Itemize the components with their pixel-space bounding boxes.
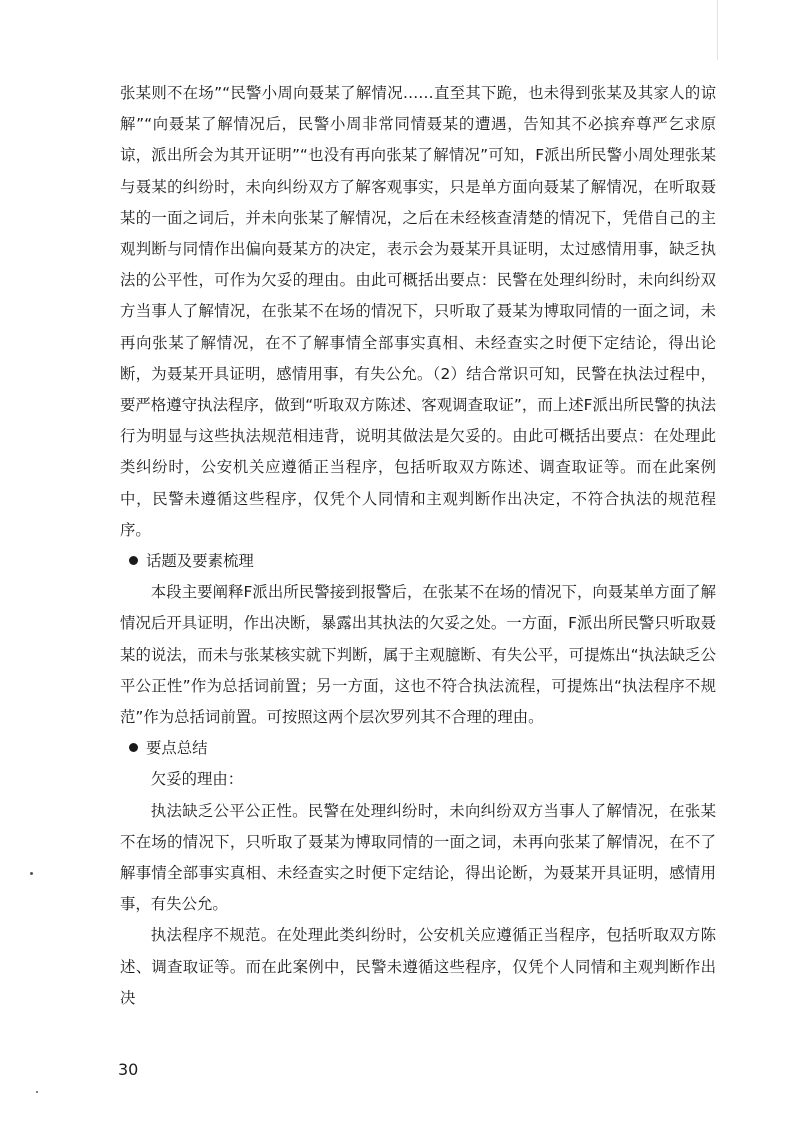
scan-edge-line: [717, 0, 718, 60]
section-heading-summary: [120, 733, 716, 764]
body-paragraph: 张某则不在场”“民警小周向聂某了解情况……直至其下跪，也未得到张某及其家人的谅解”“向聂某了解情况后，民警小周非常同情聂某的遭遇，告知其不必摈弃尊严乞求原谅，派出所会为其开证明”“也没有再向张某了解情况”可知，F派出所民警小周处理张某与聂某的纠纷时，未向纠纷双方了解客观事实，只是单方面向聂某了解情况，在听取聂某的一面之词后，并未向张某了解情况，之后在未经核查清楚的情况下，凭借自己的主观判断与同情作出偏向聂某方的决定，表示会为聂某开具证明，太过感情用事，缺乏执法的公平性，可作为欠妥的理由。由此可概括出要点：民警在处理纠纷时，未向纠纷双方当事人了解情况，在张某不在场的情况下，只听取了聂某为博取同情的一面之词，未再向张某了解情况，在不了解事情全部事实真相、未经查实之时便下定结论，得出论断，为聂某开具证明，感情用事，有失公允。（2）结合常识可知，民警在执法过程中，要严格遵守执法程序，做到“听取双方陈述、客观调查取证”，而上述F派出所民警的执法行为明显与这些执法规范相违背，说明其做法是欠妥的。由此可概括出要点：在处理此类纠纷时，公安机关应遵循正当程序，包括听取双方陈述、调查取证等。而在此案例中，民警未遵循这些程序，仅凭个人同情和主观判断作出决定，不符合执法的规范程序。: [120, 84, 716, 539]
section-heading-topic: [120, 546, 716, 577]
bullet-icon: [129, 556, 138, 565]
section-heading-label: 要点总结: [146, 739, 208, 758]
page-number: 30: [118, 1060, 139, 1079]
summary-intro: 欠妥的理由：: [150, 770, 244, 789]
bullet-icon: [129, 743, 138, 752]
topic-paragraph: 本段主要阐释F派出所民警接到报警后，在张某不在场的情况下，向聂某单方面了解情况后开具证明，作出决断，暴露出其执法的欠妥之处。一方面，F派出所民警只听取聂某的说法，而未与张某核实就下判断，属于主观臆断、有失公平，可提炼出“执法缺乏公平公正性”作为总括词前置；另一方面，这也不符合执法流程，可提炼出“执法程序不规范”作为总括词前置。可按照这两个层次罗列其不合理的理由。: [120, 583, 716, 727]
summary-point-fairness: 执法缺乏公平公正性。民警在处理纠纷时，未向纠纷双方当事人了解情况，在张某不在场的情况下，只听取了聂某为博取同情的一面之词，未再向张某了解情况，在不了解事情全部事实真相、未经查实之时便下定结论，得出论断，为聂某开具证明，感情用事，有失公允。: [120, 801, 716, 914]
scan-speck: [36, 1091, 38, 1093]
scan-speck: [30, 872, 33, 875]
section-heading-label: 话题及要素梳理: [146, 552, 254, 571]
summary-point-procedure: 执法程序不规范。在处理此类纠纷时，公安机关应遵循正当程序，包括听取双方陈述、调查取证等。而在此案例中，民警未遵循这些程序，仅凭个人同情和主观判断作出决: [120, 926, 716, 1007]
page-content: [120, 78, 716, 1014]
